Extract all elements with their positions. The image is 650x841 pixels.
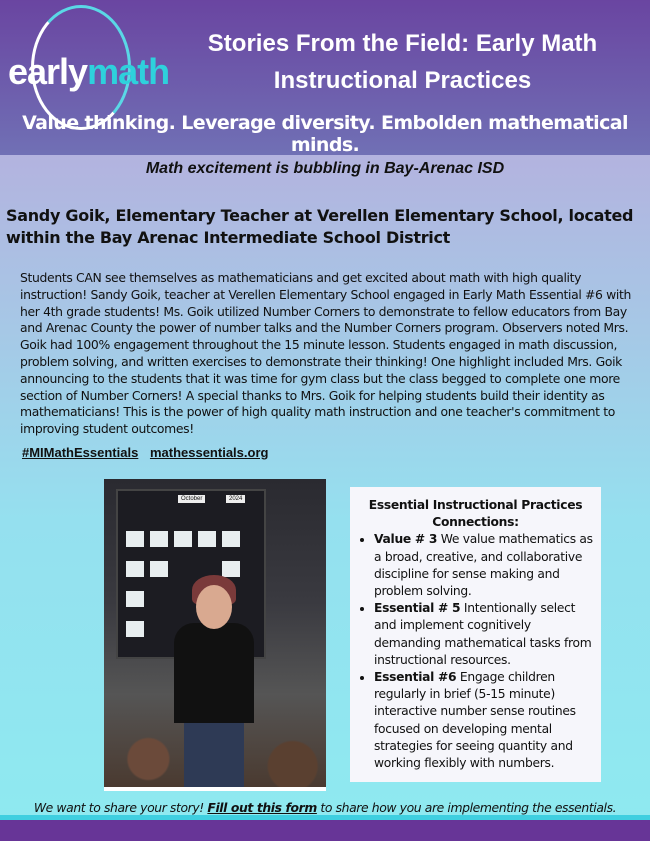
board-card xyxy=(126,531,144,547)
list-item xyxy=(374,600,593,669)
author-heading: Sandy Goik, Elementary Teacher at Verellen Elementary School, located within the Bay Arenac Intermediate School District xyxy=(6,206,634,247)
logo-text-early: early xyxy=(8,51,88,92)
title-line-2: Instructional Practices xyxy=(273,67,532,94)
board-card xyxy=(150,561,168,577)
footer-bar xyxy=(0,820,650,841)
students-heads xyxy=(104,717,326,787)
page-title xyxy=(175,25,630,99)
photo-scene xyxy=(104,479,326,787)
classroom-photo xyxy=(104,479,326,791)
calendar-year: 2024 xyxy=(226,495,245,503)
board-card xyxy=(126,591,144,607)
item-text: We value mathematics as a broad, creative, and collaborative discipline for sense making and problem solving. xyxy=(374,532,593,599)
teacher-shirt xyxy=(174,623,254,723)
footer-after: to share how you are implementing the essentials. xyxy=(316,800,617,815)
item-text: Intentionally select and implement cognitively demanding mathematical tasks from instructional resources. xyxy=(374,601,592,667)
hashtag-link[interactable]: #MIMathEssentials xyxy=(22,445,139,460)
header-banner xyxy=(0,0,650,155)
fill-out-form-link[interactable]: Fill out this form xyxy=(207,800,317,815)
item-label: Value # 3 xyxy=(374,532,438,547)
list-item xyxy=(374,531,593,600)
website-link[interactable]: mathessentials.org xyxy=(149,445,269,460)
title-line-1: Stories From the Field: Early Math xyxy=(207,30,598,57)
connections-title: Essential Instructional Practices Connections: xyxy=(368,498,583,530)
footer-text xyxy=(0,800,650,815)
board-card xyxy=(150,531,168,547)
subheading: Math excitement is bubbling in Bay-Arenac ISD xyxy=(145,160,505,177)
connections-list xyxy=(358,531,593,772)
board-card xyxy=(222,531,240,547)
calendar-month: October xyxy=(178,495,205,503)
board-card xyxy=(126,561,144,577)
board-card xyxy=(198,531,216,547)
story-text: Students CAN see themselves as mathematicians and get excited about math with high quality instruction! Sandy Goik, teacher at Verellen Elementary School engaged in Early Math Essential #6 with her 4th grade students! Ms. Goik utilized Number Corners to demonstrate to fellow educators from Bay and Arenac County the power of number talks and the Number Corners program. Observers noted Mrs. Goik had 100% engagement throughout the 15 minute lesson. Students engaged in math discussion, problem solving, and written exercises to demonstrate their thinking! One highlight included Mrs. Goik announcing to the students that it was time for gym class but the class begged to complete one more section of Number Corners! A special thanks to Mrs. Goik for helping students build their identity as mathematicians! This is the power of high quality math instruction and one teacher's commitment to improving student outcomes! xyxy=(20,270,632,437)
tagline: Value thinking. Leverage diversity. Embolden mathematical minds. xyxy=(22,112,628,156)
board-card xyxy=(222,561,240,577)
links-row xyxy=(22,445,276,460)
logo-text-math: math xyxy=(87,51,170,92)
item-text: Engage children regularly in brief (5-15 minute) interactive number sense routines focused on developing mental strategies for seeing quantity and working flexibly with numbers. xyxy=(374,670,576,771)
teacher-head xyxy=(196,585,232,629)
list-item xyxy=(374,669,593,772)
board-card xyxy=(174,531,192,547)
item-label: Essential #6 xyxy=(374,670,457,685)
board-card xyxy=(126,621,144,637)
connections-box xyxy=(350,487,601,782)
item-label: Essential # 5 xyxy=(374,601,461,616)
footer-before: We want to share your story! xyxy=(33,800,208,815)
logo-text xyxy=(8,51,169,93)
